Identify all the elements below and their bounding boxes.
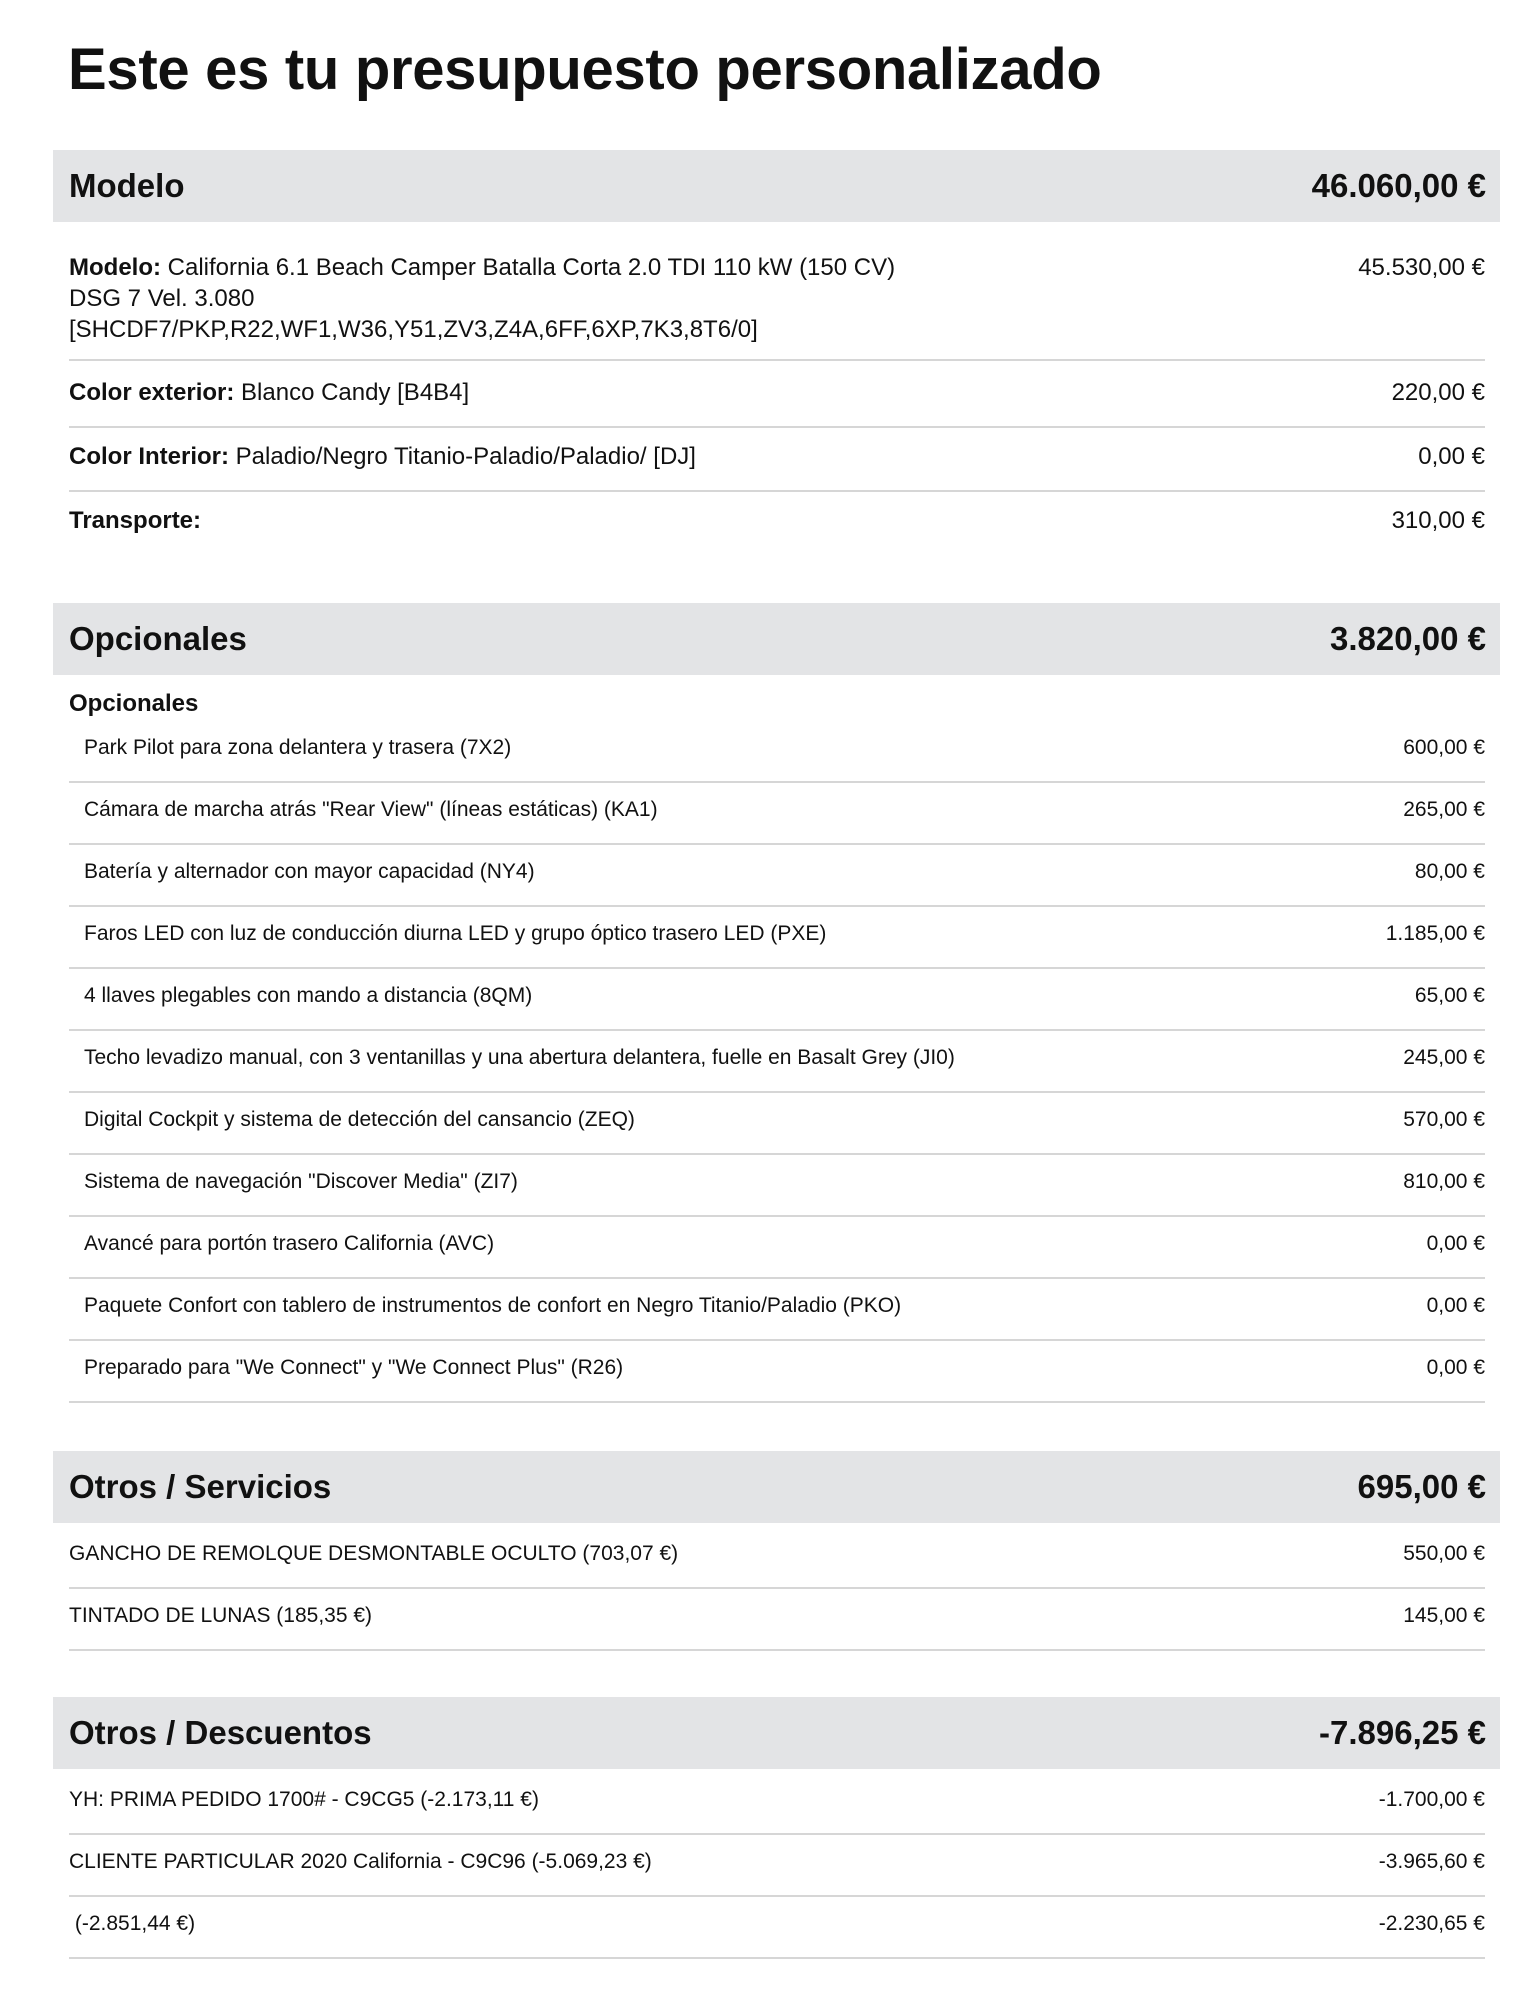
discount-amount: -1.700,00 € [1378,1788,1485,1811]
section-header-opcionales [53,603,1500,675]
section-title: Modelo [69,167,185,204]
discount-amount: -3.965,60 € [1378,1850,1485,1873]
model-text-line3: [SHCDF7/PKP,R22,WF1,W36,Y51,ZV3,Z4A,6FF,6XP,7K3,8T6/0] [69,316,758,343]
page-title: Este es tu presupuesto personalizado [68,37,1102,102]
options-subheader: Opcionales [69,690,199,717]
discount-name: (-2.851,44 €) [69,1912,196,1935]
exterior-color-price: 220,00 € [1391,379,1485,406]
option-row [69,1292,1485,1341]
section-title: Otros / Servicios [69,1468,332,1505]
service-price: 550,00 € [1403,1542,1485,1565]
option-price: 570,00 € [1403,1108,1485,1131]
option-name: Techo levadizo manual, con 3 ventanillas y una abertura delantera, fuelle en Basalt Grey (JI0) [84,1046,955,1069]
section-header-descuentos [53,1697,1500,1769]
option-price: 245,00 € [1403,1046,1485,1069]
option-name: Sistema de navegación "Discover Media" (ZI7) [84,1170,518,1193]
discount-name: YH: PRIMA PEDIDO 1700# - C9CG5 (-2.173,11 €) [69,1788,539,1811]
option-price: 1.185,00 € [1385,922,1485,945]
section-title: Opcionales [69,620,247,657]
section-total: 3.820,00 € [1330,620,1486,657]
option-price: 810,00 € [1403,1170,1485,1193]
option-name: 4 llaves plegables con mando a distancia (8QM) [84,984,533,1007]
service-name: TINTADO DE LUNAS (185,35 €) [69,1604,373,1627]
interior-color-label: Color Interior: [69,443,229,470]
option-row [69,1106,1485,1155]
option-row [69,858,1485,907]
option-row [69,1230,1485,1279]
model-text: California 6.1 Beach Camper Batalla Corta 2.0 TDI 110 kW (150 CV) [167,254,896,281]
model-row [69,252,1485,361]
option-row [69,1354,1485,1403]
option-name: Avancé para portón trasero California (AVC) [84,1232,495,1255]
option-price: 600,00 € [1403,736,1485,759]
discount-row [69,1786,1485,1835]
option-name: Digital Cockpit y sistema de detección del cansancio (ZEQ) [84,1108,635,1131]
section-total: -7.896,25 € [1319,1714,1486,1751]
option-row [69,734,1485,783]
model-label: Modelo: [69,254,161,281]
option-row [69,920,1485,969]
section-title: Otros / Descuentos [69,1714,372,1751]
option-name: Cámara de marcha atrás "Rear View" (líneas estáticas) (KA1) [84,798,658,821]
model-text-line2: DSG 7 Vel. 3.080 [69,285,255,312]
option-row [69,796,1485,845]
interior-color-row [69,441,1485,492]
transport-price: 310,00 € [1391,507,1485,534]
option-row [69,1044,1485,1093]
exterior-color-label: Color exterior: [69,379,235,406]
exterior-color-row [69,377,1485,428]
service-row [69,1602,1485,1651]
interior-color-value: Paladio/Negro Titanio-Paladio/Paladio/ [DJ] [235,443,696,470]
discount-row [69,1848,1485,1897]
option-price: 0,00 € [1426,1356,1485,1379]
exterior-color-value: Blanco Candy [B4B4] [241,379,470,406]
option-price: 80,00 € [1414,860,1485,883]
option-row [69,1168,1485,1217]
section-total: 46.060,00 € [1311,167,1486,204]
discount-name: CLIENTE PARTICULAR 2020 California - C9C96 (-5.069,23 €) [69,1850,652,1873]
service-price: 145,00 € [1403,1604,1485,1627]
service-name: GANCHO DE REMOLQUE DESMONTABLE OCULTO (703,07 €) [69,1542,679,1565]
option-name: Preparado para "We Connect" y "We Connect Plus" (R26) [84,1356,624,1379]
option-price: 0,00 € [1426,1294,1485,1317]
option-name: Park Pilot para zona delantera y trasera (7X2) [84,736,512,759]
interior-color-price: 0,00 € [1418,443,1485,470]
option-price: 265,00 € [1403,798,1485,821]
option-price: 65,00 € [1414,984,1485,1007]
option-name: Faros LED con luz de conducción diurna LED y grupo óptico trasero LED (PXE) [84,922,827,945]
option-price: 0,00 € [1426,1232,1485,1255]
option-name: Batería y alternador con mayor capacidad (NY4) [84,860,535,883]
section-total: 695,00 € [1357,1468,1486,1505]
discount-amount: -2.230,65 € [1378,1912,1485,1935]
option-name: Paquete Confort con tablero de instrumentos de confort en Negro Titanio/Paladio (PKO) [84,1294,902,1317]
model-price: 45.530,00 € [1358,254,1485,281]
transport-label: Transporte: [69,507,202,534]
discount-row [69,1910,1485,1959]
option-row [69,982,1485,1031]
transport-row [69,505,1485,545]
section-header-servicios [53,1451,1500,1523]
section-header-modelo [53,150,1500,222]
service-row [69,1540,1485,1589]
model-description [69,252,895,345]
